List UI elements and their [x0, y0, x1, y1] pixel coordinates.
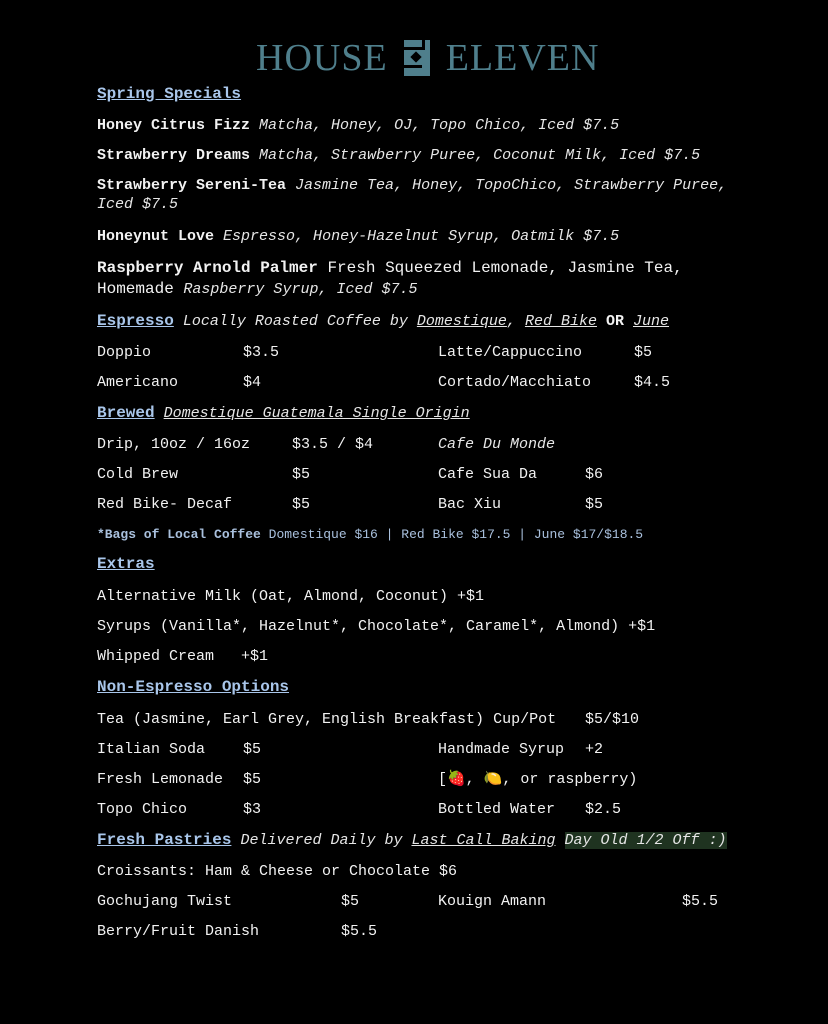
item-name: Raspberry Arnold Palmer: [97, 259, 318, 277]
item-name: Strawberry Sereni-Tea: [97, 177, 287, 194]
extras-heading: Extras: [97, 555, 155, 573]
item-price: $5: [243, 771, 262, 788]
item-name: Cafe Sua Da: [438, 466, 538, 483]
item-price: $4: [243, 374, 262, 391]
item-price: $5: [341, 893, 360, 910]
item-price: $5: [243, 741, 262, 758]
item-desc: Matcha, Honey, OJ, Topo Chico, Iced $7.5: [259, 117, 620, 134]
item-name: Italian Soda: [97, 741, 206, 758]
bags-label: *Bags of Local Coffee: [97, 527, 261, 542]
logo-text-left: HOUSE: [256, 37, 388, 79]
item-name: Cortado/Macchiato: [438, 374, 592, 391]
item-price: $6: [585, 466, 604, 483]
brewed-heading: Brewed: [97, 404, 155, 422]
item-desc-italic: Raspberry Syrup, Iced $7.5: [183, 281, 418, 298]
item-desc: Jasmine Tea, Honey, TopoChico, Strawberry Puree,: [295, 177, 728, 194]
item-desc: Espresso, Honey-Hazelnut Syrup, Oatmilk $7.5: [223, 228, 620, 245]
menu-item: [97, 227, 619, 246]
espresso-heading-line: [97, 312, 669, 331]
item-name: Cafe Du Monde: [438, 436, 556, 453]
roaster-june: June: [633, 313, 670, 330]
logo: [256, 36, 599, 80]
item-name: Cold Brew: [97, 466, 179, 483]
item-price: $5.5: [341, 923, 378, 940]
item-price: $5/$10: [585, 711, 640, 728]
item-name: Bac Xiu: [438, 496, 502, 513]
logo-text-right: ELEVEN: [445, 37, 600, 79]
nonespresso-heading: Non-Espresso Options: [97, 678, 290, 696]
item-price: $4.5: [634, 374, 671, 391]
item-name: Tea (Jasmine, Earl Grey, English Breakfast) Cup/Pot: [97, 711, 557, 728]
item-name: Handmade Syrup: [438, 741, 565, 758]
item-price: $5: [292, 466, 311, 483]
item-name: Honey Citrus Fizz: [97, 117, 251, 134]
bags-text: Domestique $16 | Red Bike $17.5 | June $17/$18.5: [268, 527, 644, 542]
brewed-heading-line: [97, 404, 470, 423]
extra-item: Whipped Cream +$1: [97, 648, 269, 665]
item-desc-plain: Homemade: [97, 280, 174, 298]
menu-item: [97, 146, 700, 165]
baker-name: Last Call Baking: [411, 832, 556, 849]
item-name: Kouign Amann: [438, 893, 547, 910]
item-name: Latte/Cappuccino: [438, 344, 583, 361]
item-price: $3.5: [243, 344, 280, 361]
spring-heading: Spring Specials: [97, 85, 242, 103]
pastries-heading: Fresh Pastries: [97, 831, 232, 849]
extra-item: Syrups (Vanilla*, Hazelnut*, Chocolate*, Caramel*, Almond) +$1: [97, 618, 656, 635]
item-name: Honeynut Love: [97, 228, 215, 245]
item-price: $5.5: [682, 893, 719, 910]
logo-emblem-icon: [402, 38, 432, 78]
item-name: Bottled Water: [438, 801, 556, 818]
brewed-sub: Domestique Guatemala Single Origin: [163, 405, 470, 422]
item-price: $3.5 / $4: [292, 436, 374, 453]
item-name: Gochujang Twist: [97, 893, 233, 910]
item-price: $2.5: [585, 801, 622, 818]
comma: ,: [506, 313, 516, 330]
item-name: Topo Chico: [97, 801, 188, 818]
menu-item: [97, 116, 619, 135]
item-name: Fresh Lemonade: [97, 771, 224, 788]
item-price: $5: [634, 344, 653, 361]
item-name: Drip, 10oz / 16oz: [97, 436, 251, 453]
item-price: $5: [292, 496, 311, 513]
menu-item: [97, 176, 727, 195]
espresso-sub: Locally Roasted Coffee by: [182, 313, 408, 330]
day-old-note: Day Old 1/2 Off :): [564, 832, 727, 849]
pastries-heading-line: [97, 831, 727, 850]
item-price: $5: [585, 496, 604, 513]
item-desc: Fresh Squeezed Lemonade, Jasmine Tea,: [327, 259, 683, 277]
item-desc: Matcha, Strawberry Puree, Coconut Milk, Iced $7.5: [259, 147, 701, 164]
pastries-sub: Delivered Daily by: [240, 832, 403, 849]
item-desc-cont: Iced $7.5: [97, 196, 179, 213]
roaster-domestique: Domestique: [416, 313, 507, 330]
menu-item: [97, 258, 683, 279]
syrup-flavors: [🍓, 🍋, or raspberry): [438, 771, 638, 788]
extra-item: Alternative Milk (Oat, Almond, Coconut) +$1: [97, 588, 485, 605]
item-name: Red Bike- Decaf: [97, 496, 233, 513]
item-name: Americano: [97, 374, 179, 391]
item-name: Strawberry Dreams: [97, 147, 251, 164]
item-price: $3: [243, 801, 262, 818]
item-name: Croissants: Ham & Cheese or Chocolate $6: [97, 863, 458, 880]
roaster-red-bike: Red Bike: [524, 313, 597, 330]
item-name: Berry/Fruit Danish: [97, 923, 260, 940]
item-price: +2: [585, 741, 604, 758]
item-desc-cont: [97, 279, 417, 300]
bags-line: [97, 525, 643, 544]
espresso-heading: Espresso: [97, 312, 174, 330]
or-text: OR: [605, 313, 624, 330]
item-name: Doppio: [97, 344, 152, 361]
